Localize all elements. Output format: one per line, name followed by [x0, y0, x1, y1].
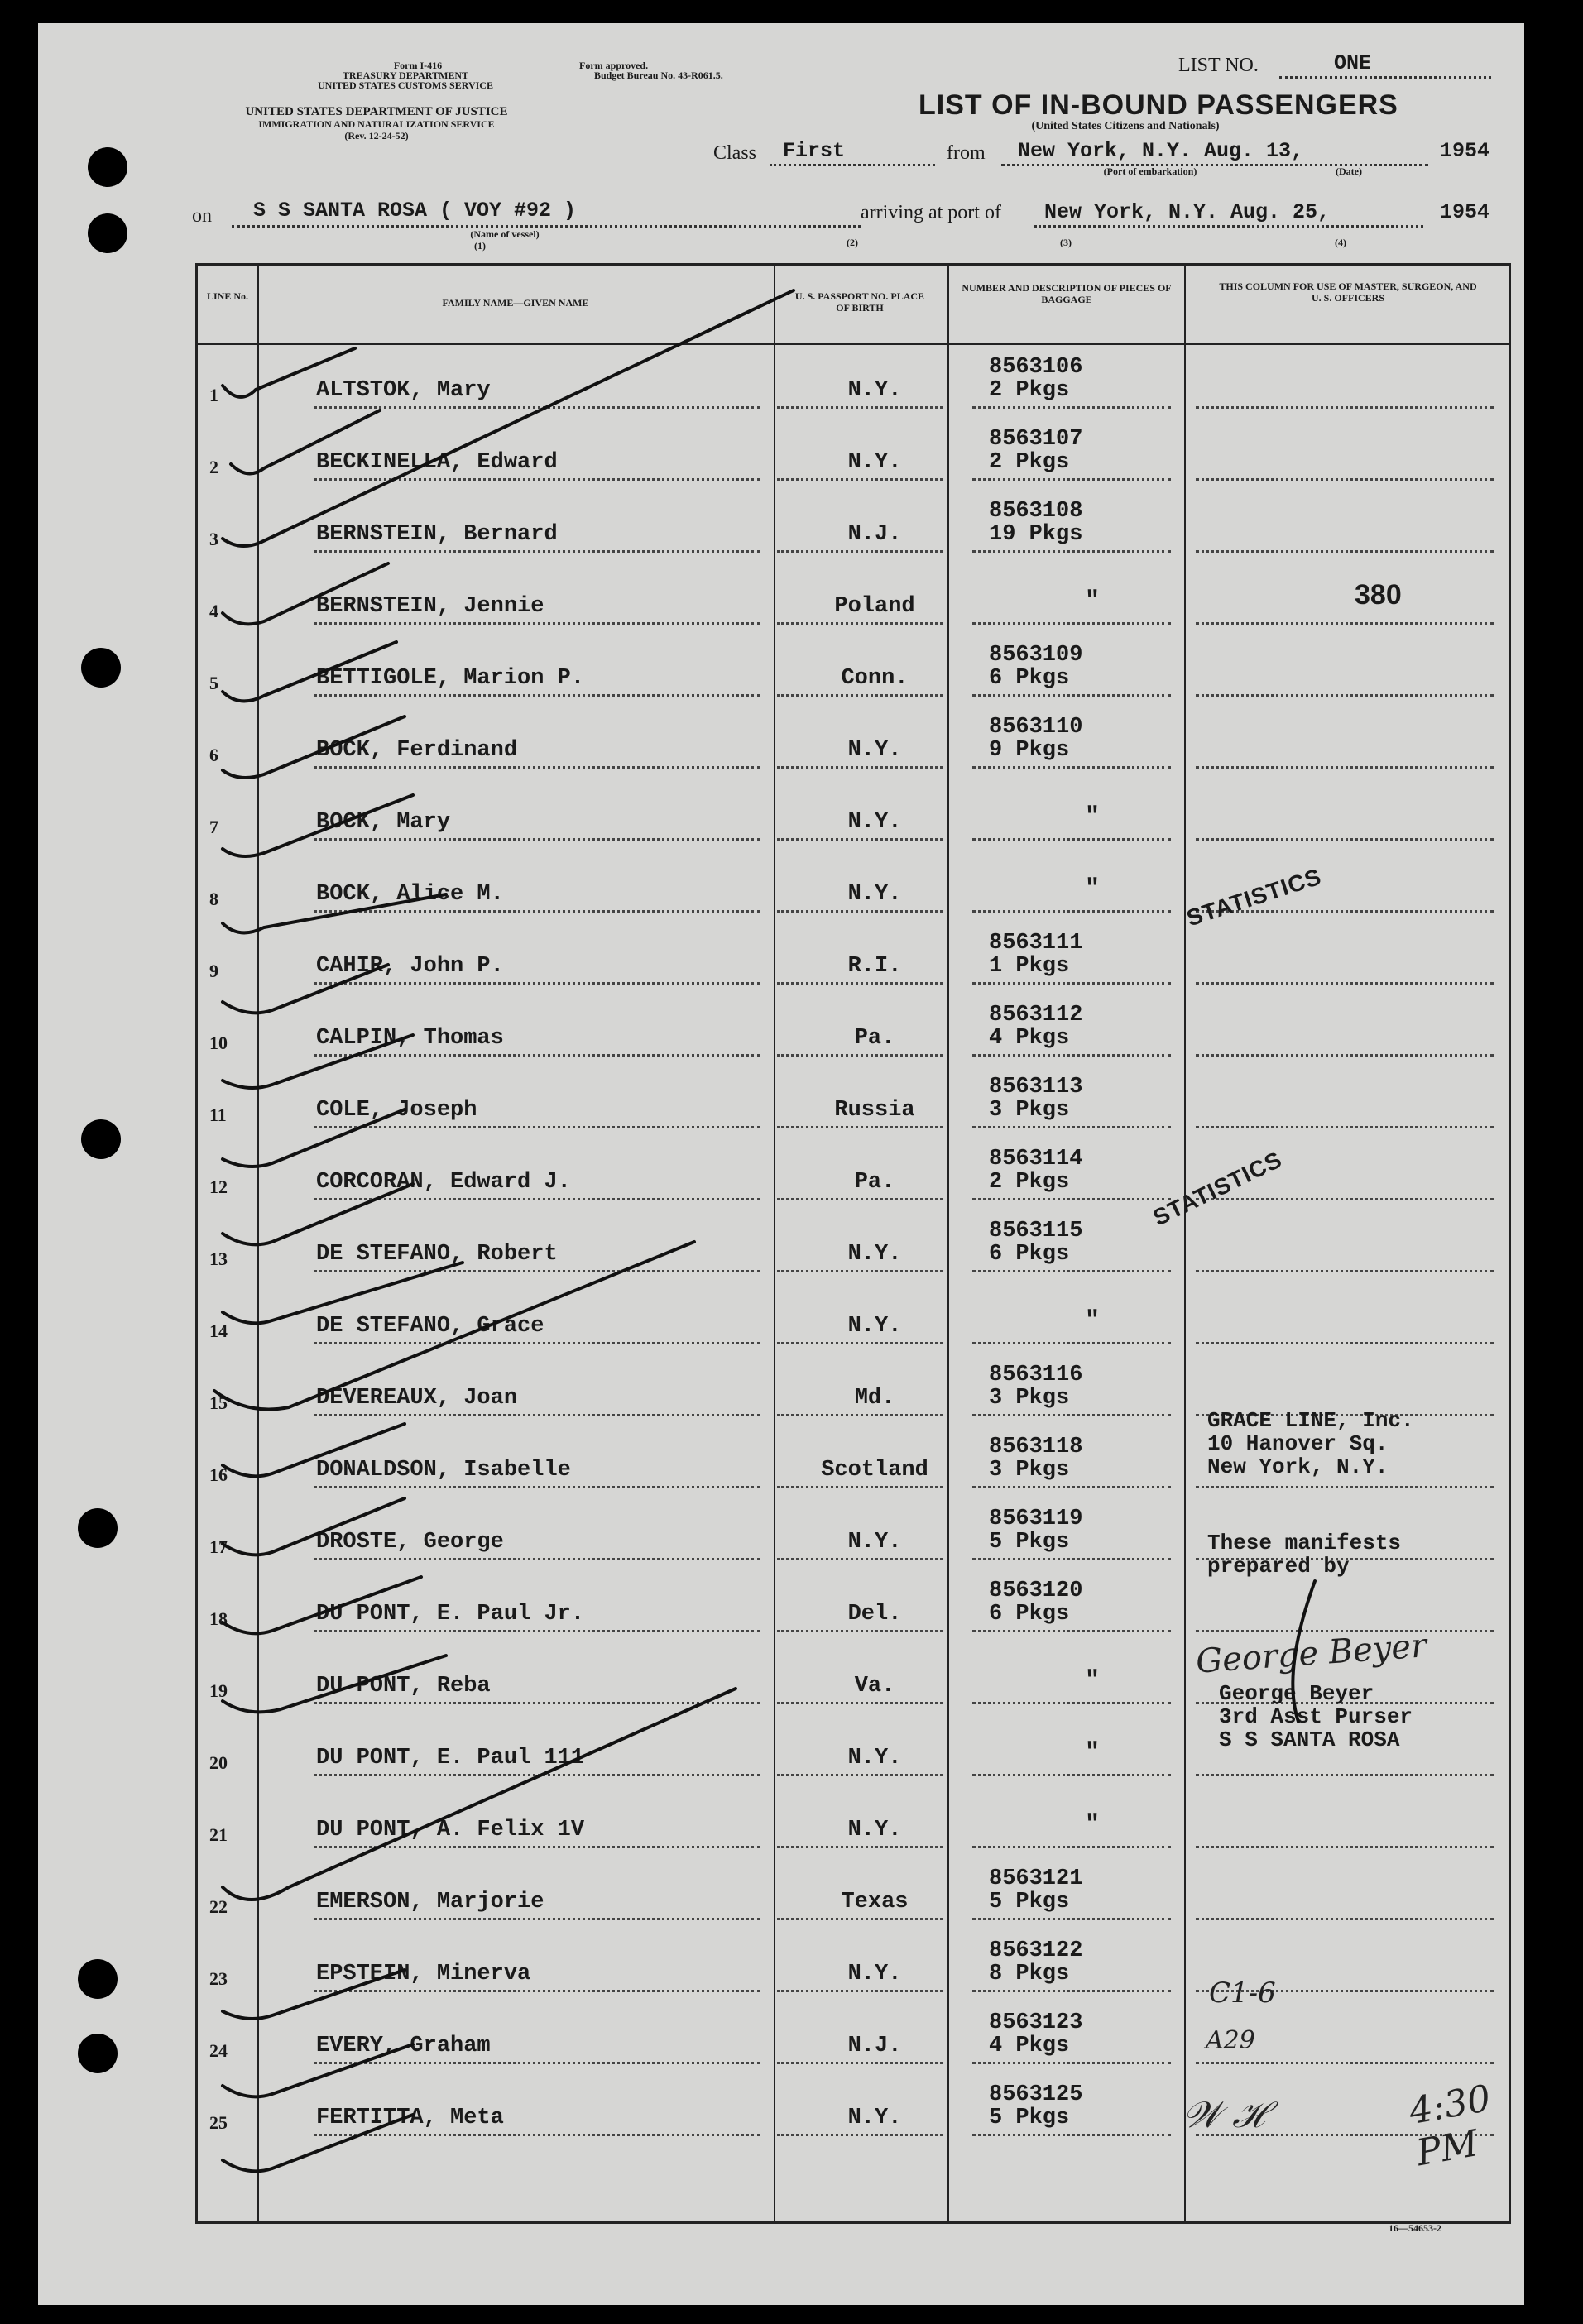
row-dotted-rule — [314, 2134, 760, 2136]
row-dotted-rule — [314, 1630, 760, 1632]
arriving-label: arriving at port of — [861, 202, 1001, 223]
line-number: 4 — [209, 601, 218, 621]
punch-hole — [88, 147, 127, 187]
passenger-name: BERNSTEIN, Bernard — [316, 522, 558, 547]
row-dotted-rule — [777, 1342, 943, 1344]
passenger-name: DU PONT, E. Paul 111 — [316, 1746, 585, 1771]
row-dotted-rule — [777, 550, 943, 553]
revision: (Rev. 12-24-52) — [344, 130, 409, 141]
col-2-number: (2) — [847, 237, 858, 248]
col-header-remarks: THIS COLUMN FOR USE OF MASTER, SURGEON, AND U. S. OFFICERS — [1219, 280, 1477, 304]
passenger-name: EVERY, Graham — [316, 2034, 491, 2058]
row-dotted-rule — [972, 1702, 1171, 1704]
baggage-pieces: 8 Pkgs — [989, 1962, 1070, 1986]
row-dotted-rule — [972, 1126, 1171, 1128]
row-dotted-rule — [777, 1486, 943, 1488]
table-row — [198, 487, 1509, 559]
table-row — [198, 775, 1509, 847]
row-dotted-rule — [972, 1342, 1171, 1344]
passenger-name: EPSTEIN, Minerva — [316, 1962, 531, 1986]
col-header-baggage: NUMBER AND DESCRIPTION OF PIECES OF BAGGAGE — [962, 282, 1172, 305]
col-4-number: (4) — [1335, 237, 1346, 248]
row-dotted-rule — [314, 1414, 760, 1416]
row-dotted-rule — [1196, 1270, 1494, 1272]
baggage-pieces: 2 Pkgs — [989, 1170, 1070, 1195]
row-dotted-rule — [314, 1198, 760, 1200]
place-of-birth: N.Y. — [847, 1314, 902, 1339]
row-dotted-rule — [777, 1054, 943, 1057]
table-row — [198, 1783, 1509, 1855]
place-of-birth: N.Y. — [847, 738, 902, 763]
table-row — [198, 343, 1509, 415]
baggage-number: 8563106 — [989, 355, 1083, 380]
col-1-number: (1) — [474, 240, 486, 252]
place-of-birth: Md. — [854, 1386, 895, 1411]
row-dotted-rule — [972, 982, 1171, 985]
row-dotted-rule — [972, 2062, 1171, 2064]
line-number: 8 — [209, 889, 218, 909]
passenger-name: DU PONT, E. Paul Jr. — [316, 1602, 585, 1627]
place-of-birth: N.Y. — [847, 378, 902, 403]
baggage-pieces: 5 Pkgs — [989, 1890, 1070, 1914]
line-number: 14 — [209, 1320, 228, 1341]
row-dotted-rule — [972, 1846, 1171, 1848]
form-approved: Form approved. — [579, 60, 649, 71]
row-dotted-rule — [314, 766, 760, 769]
baggage-number: 8563112 — [989, 1003, 1083, 1028]
list-no-value: ONE — [1334, 51, 1372, 75]
table-row — [198, 559, 1509, 631]
customs-service: UNITED STATES CUSTOMS SERVICE — [318, 79, 493, 91]
line-number: 2 — [209, 457, 218, 477]
row-dotted-rule — [972, 1486, 1171, 1488]
baggage-number: 8563119 — [989, 1507, 1083, 1531]
punch-hole — [88, 213, 127, 253]
line-number: 11 — [209, 1104, 227, 1125]
baggage-ditto-mark: " — [1084, 875, 1100, 903]
remark-count: 380 — [1355, 579, 1402, 611]
date-caption: (Date) — [1336, 165, 1362, 177]
line-number: 19 — [209, 1680, 228, 1701]
list-no-label: LIST NO. — [1178, 55, 1259, 76]
row-dotted-rule — [314, 1702, 760, 1704]
row-dotted-rule — [777, 1630, 943, 1632]
row-dotted-rule — [777, 1198, 943, 1200]
row-dotted-rule — [972, 1414, 1171, 1416]
row-dotted-rule — [1196, 694, 1494, 697]
baggage-number: 8563123 — [989, 2010, 1083, 2035]
baggage-number: 8563115 — [989, 1219, 1083, 1243]
row-dotted-rule — [314, 838, 760, 841]
row-dotted-rule — [314, 1990, 760, 1992]
line-number: 7 — [209, 817, 218, 837]
row-dotted-rule — [1196, 1126, 1494, 1128]
treasury-dept: TREASURY DEPARTMENT — [342, 69, 469, 81]
row-dotted-rule — [972, 622, 1171, 625]
place-of-birth: Poland — [834, 594, 915, 619]
row-dotted-rule — [1196, 1774, 1494, 1776]
table-row — [198, 991, 1509, 1063]
company-address: GRACE LINE, Inc. 10 Hanover Sq. New York, N.Y. — [1207, 1408, 1414, 1479]
row-dotted-rule — [1196, 766, 1494, 769]
punch-hole — [78, 1508, 118, 1548]
row-dotted-rule — [972, 478, 1171, 481]
col-header-name: FAMILY NAME—GIVEN NAME — [442, 297, 589, 309]
col-header-passport: U. S. PASSPORT NO. PLACE OF BIRTH — [794, 290, 925, 314]
line-number: 21 — [209, 1824, 228, 1845]
row-dotted-rule — [314, 550, 760, 553]
place-of-birth: N.Y. — [847, 1962, 902, 1986]
form-number: Form I-416 — [393, 60, 443, 71]
place-of-birth: N.Y. — [847, 882, 902, 907]
passenger-name: DE STEFANO, Grace — [316, 1314, 544, 1339]
vessel-caption: (Name of vessel) — [470, 228, 540, 240]
row-dotted-rule — [1196, 622, 1494, 625]
row-dotted-rule — [314, 694, 760, 697]
passenger-name: BERNSTEIN, Jennie — [316, 594, 544, 619]
class-value: First — [783, 139, 846, 163]
table-row — [198, 1855, 1509, 1927]
row-dotted-rule — [972, 1198, 1171, 1200]
place-of-birth: Scotland — [821, 1458, 928, 1483]
row-dotted-rule — [777, 1414, 943, 1416]
passenger-table — [195, 263, 1511, 2224]
row-dotted-rule — [314, 1774, 760, 1776]
row-dotted-rule — [1196, 982, 1494, 985]
row-dotted-rule — [314, 1054, 760, 1057]
line-number: 24 — [209, 2040, 228, 2061]
passenger-name: BOCK, Alice M. — [316, 882, 504, 907]
passenger-name: DU PONT, Reba — [316, 1674, 491, 1699]
row-dotted-rule — [777, 406, 943, 409]
row-dotted-rule — [777, 2134, 943, 2136]
line-number: 23 — [209, 1968, 228, 1989]
page-subtitle: (United States Citizens and Nationals) — [1031, 120, 1220, 132]
port-embarkation-caption: (Port of embarkation) — [1103, 165, 1197, 177]
baggage-ditto-mark: " — [1084, 1739, 1100, 1767]
year-embarkation: 1954 — [1440, 139, 1490, 163]
row-dotted-rule — [777, 1846, 943, 1848]
place-of-birth: N.Y. — [847, 1746, 902, 1771]
vessel-line — [232, 225, 861, 228]
passenger-name: BOCK, Ferdinand — [316, 738, 518, 763]
row-dotted-rule — [972, 694, 1171, 697]
table-row — [198, 1063, 1509, 1135]
place-of-birth: Va. — [854, 1674, 895, 1699]
table-row — [198, 919, 1509, 991]
place-of-birth: N.Y. — [847, 2106, 902, 2130]
row-dotted-rule — [777, 1558, 943, 1560]
row-dotted-rule — [777, 622, 943, 625]
line-number: 1 — [209, 385, 218, 405]
row-dotted-rule — [314, 1486, 760, 1488]
ins-heading: IMMIGRATION AND NATURALIZATION SERVICE — [258, 118, 495, 130]
line-number: 17 — [209, 1536, 228, 1557]
baggage-pieces: 6 Pkgs — [989, 1242, 1070, 1267]
baggage-number: 8563113 — [989, 1075, 1083, 1100]
line-number: 18 — [209, 1608, 228, 1629]
row-dotted-rule — [1196, 478, 1494, 481]
table-row — [198, 1999, 1509, 2071]
line-number: 5 — [209, 673, 218, 693]
row-dotted-rule — [972, 1054, 1171, 1057]
row-dotted-rule — [777, 2062, 943, 2064]
place-of-birth: Russia — [834, 1098, 915, 1123]
punch-hole — [81, 1119, 121, 1159]
line-number: 22 — [209, 1896, 228, 1917]
row-dotted-rule — [314, 1342, 760, 1344]
row-dotted-rule — [1196, 1054, 1494, 1057]
baggage-number: 8563108 — [989, 499, 1083, 524]
row-dotted-rule — [1196, 550, 1494, 553]
row-dotted-rule — [972, 1774, 1171, 1776]
col-header-line: LINE No. — [206, 290, 248, 302]
table-row — [198, 415, 1509, 487]
row-dotted-rule — [777, 1990, 943, 1992]
row-dotted-rule — [314, 1270, 760, 1272]
baggage-number: 8563107 — [989, 427, 1083, 452]
row-dotted-rule — [777, 1702, 943, 1704]
handwritten-time: 4:30 PM — [1406, 2077, 1494, 2175]
passenger-name: COLE, Joseph — [316, 1098, 477, 1123]
budget-bureau: Budget Bureau No. 43-R061.5. — [594, 69, 723, 81]
row-dotted-rule — [314, 1918, 760, 1920]
from-value: New York, N.Y. Aug. 13, — [1018, 139, 1304, 163]
baggage-number: 8563118 — [989, 1435, 1083, 1459]
row-dotted-rule — [1196, 1198, 1494, 1200]
row-dotted-rule — [777, 694, 943, 697]
place-of-birth: N.Y. — [847, 1818, 902, 1842]
place-of-birth: R.I. — [847, 954, 902, 979]
row-dotted-rule — [972, 1558, 1171, 1560]
place-of-birth: N.Y. — [847, 1530, 902, 1555]
row-dotted-rule — [972, 1990, 1171, 1992]
place-of-birth: N.J. — [847, 2034, 902, 2058]
baggage-ditto-mark: " — [1084, 1307, 1100, 1335]
row-dotted-rule — [314, 2062, 760, 2064]
baggage-number: 8563121 — [989, 1866, 1083, 1891]
place-of-birth: N.Y. — [847, 1242, 902, 1267]
punch-hole — [78, 2034, 118, 2073]
place-of-birth: N.Y. — [847, 450, 902, 475]
row-dotted-rule — [1196, 1846, 1494, 1848]
row-dotted-rule — [972, 838, 1171, 841]
table-row — [198, 631, 1509, 703]
row-dotted-rule — [314, 622, 760, 625]
row-dotted-rule — [972, 766, 1171, 769]
baggage-number: 8563120 — [989, 1579, 1083, 1603]
baggage-pieces: 2 Pkgs — [989, 450, 1070, 475]
place-of-birth: Texas — [841, 1890, 909, 1914]
row-dotted-rule — [1196, 838, 1494, 841]
baggage-pieces: 2 Pkgs — [989, 378, 1070, 403]
row-dotted-rule — [314, 1558, 760, 1560]
place-of-birth: Del. — [847, 1602, 902, 1627]
on-label: on — [192, 205, 212, 227]
baggage-pieces: 9 Pkgs — [989, 738, 1070, 763]
place-of-birth: N.Y. — [847, 810, 902, 835]
baggage-pieces: 4 Pkgs — [989, 2034, 1070, 2058]
row-dotted-rule — [314, 910, 760, 913]
table-row — [198, 1207, 1509, 1279]
baggage-ditto-mark: " — [1084, 1811, 1100, 1839]
baggage-pieces: 1 Pkgs — [989, 954, 1070, 979]
baggage-number: 8563111 — [989, 931, 1083, 956]
passenger-name: FERTITTA, Meta — [316, 2106, 504, 2130]
passenger-name: CALPIN, Thomas — [316, 1026, 504, 1051]
footer-form-code: 16—54653-2 — [1389, 2222, 1441, 2234]
row-dotted-rule — [972, 1630, 1171, 1632]
row-dotted-rule — [1196, 1342, 1494, 1344]
arriving-line — [1034, 225, 1423, 228]
punch-hole — [78, 1959, 118, 1999]
line-number: 25 — [209, 2112, 228, 2133]
baggage-pieces: 3 Pkgs — [989, 1458, 1070, 1483]
row-dotted-rule — [777, 910, 943, 913]
baggage-number: 8563110 — [989, 715, 1083, 740]
line-number: 15 — [209, 1392, 228, 1413]
from-label: from — [947, 142, 986, 164]
row-dotted-rule — [777, 838, 943, 841]
line-number: 16 — [209, 1464, 228, 1485]
row-dotted-rule — [777, 478, 943, 481]
passenger-name: BOCK, Mary — [316, 810, 451, 835]
row-dotted-rule — [314, 478, 760, 481]
baggage-pieces: 3 Pkgs — [989, 1098, 1070, 1123]
signature-image: George Beyer — [1194, 1627, 1428, 1681]
line-number: 12 — [209, 1176, 228, 1197]
prepared-by: These manifests prepared by — [1207, 1531, 1402, 1579]
place-of-birth: Pa. — [854, 1170, 895, 1195]
passenger-name: ALTSTOK, Mary — [316, 378, 491, 403]
row-dotted-rule — [314, 982, 760, 985]
baggage-number: 8563122 — [989, 1938, 1083, 1963]
baggage-number: 8563114 — [989, 1147, 1083, 1172]
punch-hole — [81, 648, 121, 688]
row-dotted-rule — [972, 2134, 1171, 2136]
table-header — [198, 266, 1509, 345]
baggage-ditto-mark: " — [1084, 1667, 1100, 1695]
row-dotted-rule — [314, 1126, 760, 1128]
line-number: 3 — [209, 529, 218, 549]
passenger-name: DROSTE, George — [316, 1530, 504, 1555]
baggage-pieces: 6 Pkgs — [989, 666, 1070, 691]
row-dotted-rule — [1196, 1918, 1494, 1920]
row-dotted-rule — [1196, 1486, 1494, 1488]
table-row — [198, 2071, 1509, 2143]
passenger-name: BECKINELLA, Edward — [316, 450, 558, 475]
handwritten-note: C1-6 — [1209, 1977, 1276, 2010]
row-dotted-rule — [972, 406, 1171, 409]
row-dotted-rule — [777, 1918, 943, 1920]
row-dotted-rule — [777, 1270, 943, 1272]
place-of-birth: N.J. — [847, 522, 902, 547]
class-line — [770, 164, 935, 166]
baggage-pieces: 3 Pkgs — [989, 1386, 1070, 1411]
passenger-name: DEVEREAUX, Joan — [316, 1386, 518, 1411]
baggage-pieces: 4 Pkgs — [989, 1026, 1070, 1051]
passenger-name: BETTIGOLE, Marion P. — [316, 666, 585, 691]
row-dotted-rule — [777, 982, 943, 985]
passenger-name: DU PONT, A. Felix 1V — [316, 1818, 585, 1842]
row-dotted-rule — [1196, 2062, 1494, 2064]
line-number: 9 — [209, 961, 218, 981]
row-dotted-rule — [972, 910, 1171, 913]
line-number: 20 — [209, 1752, 228, 1773]
arriving-value: New York, N.Y. Aug. 25, — [1044, 200, 1331, 224]
page-title: LIST OF IN-BOUND PASSENGERS — [919, 89, 1398, 121]
row-dotted-rule — [972, 1918, 1171, 1920]
line-number: 10 — [209, 1033, 228, 1053]
baggage-pieces: 19 Pkgs — [989, 522, 1083, 547]
row-dotted-rule — [777, 1774, 943, 1776]
row-dotted-rule — [314, 406, 760, 409]
baggage-ditto-mark: " — [1084, 803, 1100, 831]
class-label: Class — [713, 142, 757, 164]
table-row — [198, 703, 1509, 775]
col-3-number: (3) — [1060, 237, 1072, 248]
handwritten-inspector-initials: 𝒲 ℋ — [1182, 2094, 1265, 2136]
place-of-birth: Conn. — [841, 666, 909, 691]
baggage-pieces: 5 Pkgs — [989, 1530, 1070, 1555]
baggage-number: 8563109 — [989, 643, 1083, 668]
baggage-number: 8563116 — [989, 1363, 1083, 1387]
row-dotted-rule — [972, 550, 1171, 553]
baggage-pieces: 6 Pkgs — [989, 1602, 1070, 1627]
year-arrival: 1954 — [1440, 200, 1490, 224]
vessel-name: S S SANTA ROSA ( VOY #92 ) — [253, 199, 577, 223]
baggage-ditto-mark: " — [1084, 587, 1100, 616]
table-row — [198, 1135, 1509, 1207]
baggage-number: 8563125 — [989, 2082, 1083, 2107]
baggage-pieces: 5 Pkgs — [989, 2106, 1070, 2130]
list-no-line — [1279, 76, 1491, 79]
passenger-name: DE STEFANO, Robert — [316, 1242, 558, 1267]
handwritten-note: A29 — [1206, 2026, 1255, 2055]
statistics-stamp: STATISTICS — [1149, 1146, 1287, 1231]
table-row — [198, 1279, 1509, 1351]
row-dotted-rule — [777, 766, 943, 769]
row-dotted-rule — [314, 1846, 760, 1848]
passenger-name: CAHIR, John P. — [316, 954, 504, 979]
passenger-name: EMERSON, Marjorie — [316, 1890, 544, 1914]
statistics-stamp: STATISTICS — [1183, 863, 1325, 932]
table-row — [198, 1927, 1509, 1999]
doj-heading: UNITED STATES DEPARTMENT OF JUSTICE — [245, 105, 508, 118]
row-dotted-rule — [972, 1270, 1171, 1272]
place-of-birth: Pa. — [854, 1026, 895, 1051]
row-dotted-rule — [777, 1126, 943, 1128]
passenger-name: DONALDSON, Isabelle — [316, 1458, 571, 1483]
passenger-name: CORCORAN, Edward J. — [316, 1170, 571, 1195]
purser-credit: George Beyer 3rd Asst Purser S S SANTA ROSA — [1219, 1681, 1413, 1752]
line-number: 6 — [209, 745, 218, 765]
row-dotted-rule — [1196, 406, 1494, 409]
line-number: 13 — [209, 1248, 228, 1269]
